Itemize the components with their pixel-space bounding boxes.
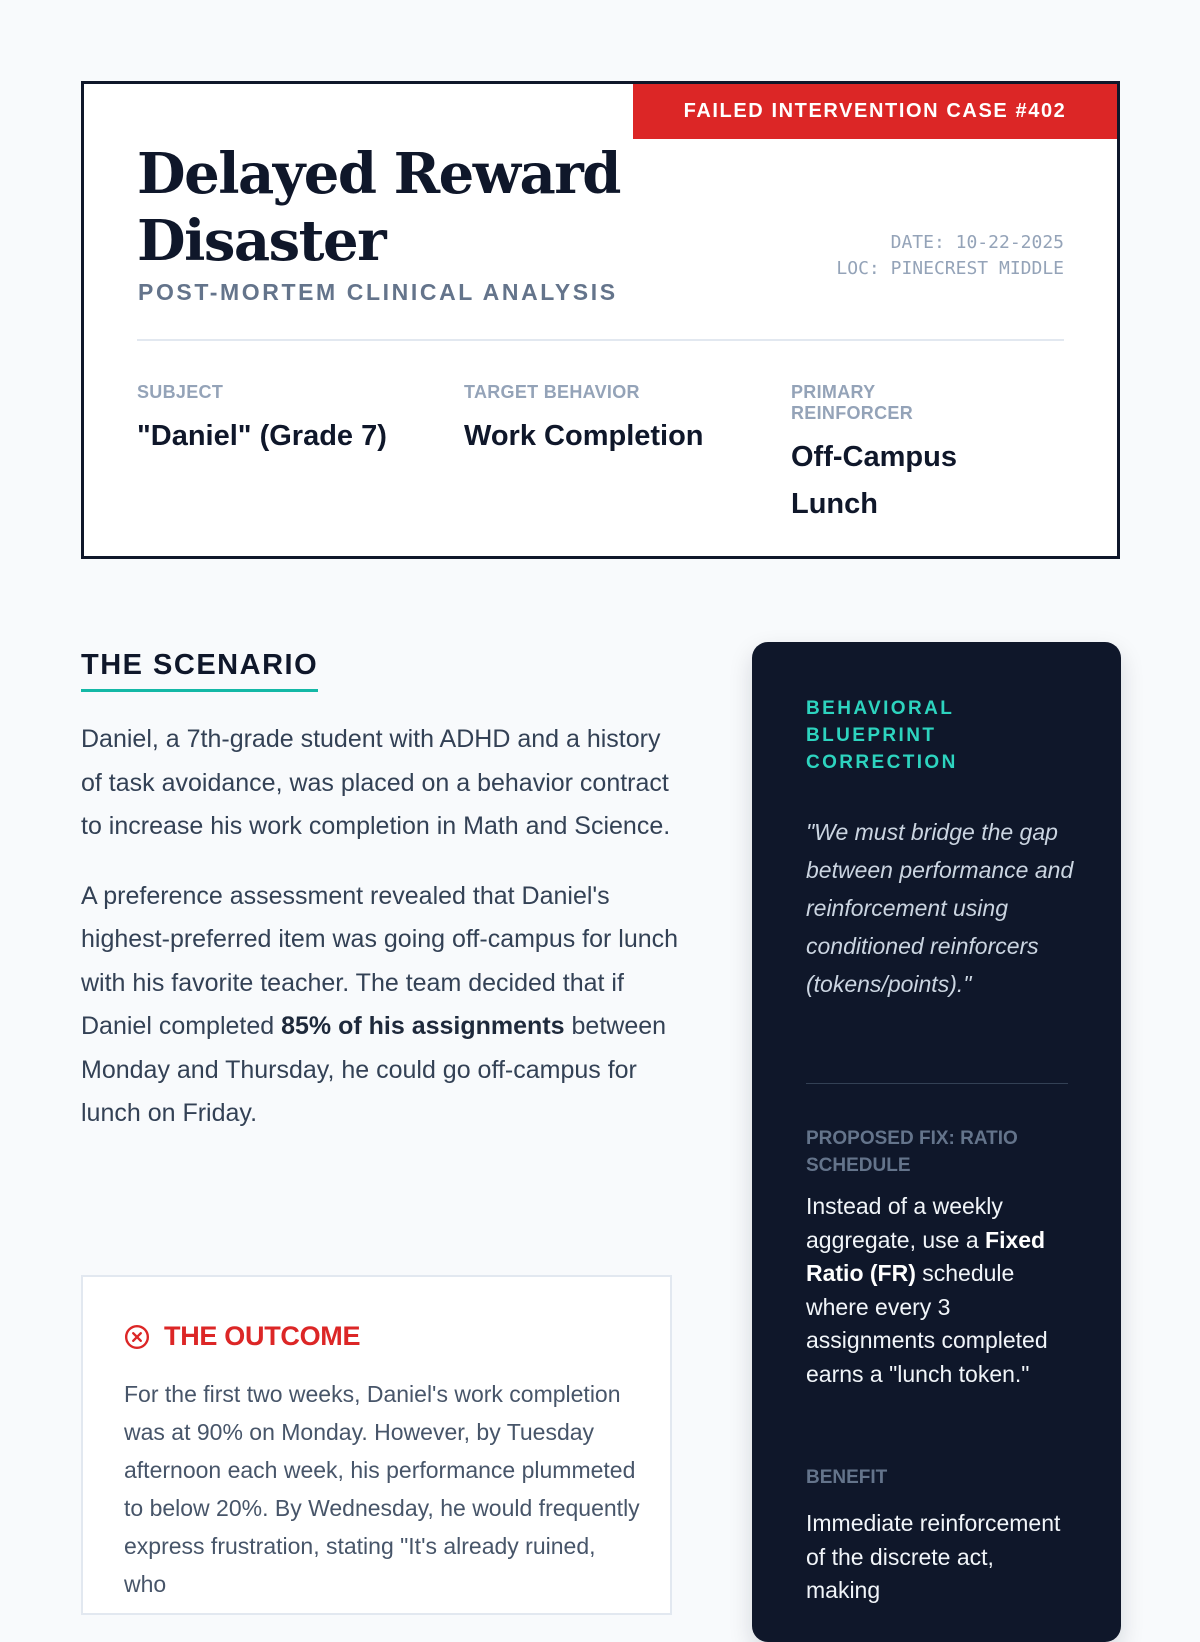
- outcome-card: [81, 1275, 672, 1615]
- benefit-label: BENEFIT: [806, 1467, 888, 1488]
- scenario-paragraph: Daniel, a 7th-grade student with ADHD and a history of task avoidance, was placed on a behavior contract to increase his work completion in Math and Science.: [81, 725, 671, 840]
- sidebar-heading: BEHAVIORAL BLUEPRINT CORRECTION: [806, 698, 958, 773]
- fix-text: Instead of a weekly aggregate, use a Fixed Ratio (FR) schedule where every 3 assignments completed earns a "lunch token.": [806, 1193, 1048, 1387]
- info-label: TARGET BEHAVIOR: [464, 382, 640, 402]
- header-divider: [137, 339, 1064, 341]
- scenario-paragraph: A preference assessment revealed that Daniel's highest-preferred item was going off-campus for lunch with his favorite teacher. The team decided that if Daniel completed 85% of his assignments between Monday and Thursday, he could go off-campus for lunch on Friday.: [81, 881, 679, 1127]
- fix-label: PROPOSED FIX: RATIO SCHEDULE: [806, 1128, 1018, 1176]
- scenario-body: [81, 718, 681, 1162]
- outcome-header: [124, 1321, 360, 1352]
- case-location: LOC: PINECREST MIDDLE: [836, 258, 1064, 279]
- info-label: PRIMARY REINFORCER: [791, 382, 914, 423]
- sidebar-quote: "We must bridge the gap between performance and reinforcement using conditioned reinforcers (tokens/points).": [806, 819, 1074, 997]
- info-subject: [137, 382, 437, 460]
- info-value: Work Completion: [464, 420, 704, 452]
- outcome-title: THE OUTCOME: [164, 1321, 361, 1351]
- sidebar-divider: [806, 1083, 1068, 1084]
- case-date: DATE: 10-22-2025: [890, 232, 1064, 253]
- case-header-card: [81, 81, 1120, 559]
- info-primary-reinforcer: [791, 382, 991, 528]
- info-target-behavior: [464, 382, 764, 460]
- info-label: SUBJECT: [137, 382, 224, 402]
- scenario-heading: THE SCENARIO: [81, 647, 318, 692]
- case-status-badge: FAILED INTERVENTION CASE #402: [633, 84, 1117, 139]
- blueprint-sidebar: [752, 642, 1121, 1642]
- page-title: Delayed Reward Disaster: [137, 141, 620, 274]
- x-circle-icon: [124, 1324, 150, 1350]
- page-subtitle: POST-MORTEM CLINICAL ANALYSIS: [138, 279, 618, 305]
- benefit-text: Immediate reinforcement of the discrete act, making: [806, 1510, 1061, 1603]
- emphasis-text: Fixed Ratio (FR): [806, 1226, 1046, 1286]
- emphasis-text: 85% of his assignments: [281, 1012, 565, 1040]
- case-meta: [834, 230, 1064, 282]
- outcome-text: For the first two weeks, Daniel's work completion was at 90% on Monday. However, by Tuesday afternoon each week, his performance plummeted to below 20%. By Wednesday, he would frequently express frustration, stating "It's already ruined, who: [124, 1381, 640, 1597]
- info-value: "Daniel" (Grade 7): [137, 420, 387, 452]
- info-value: Off-Campus Lunch: [791, 441, 957, 520]
